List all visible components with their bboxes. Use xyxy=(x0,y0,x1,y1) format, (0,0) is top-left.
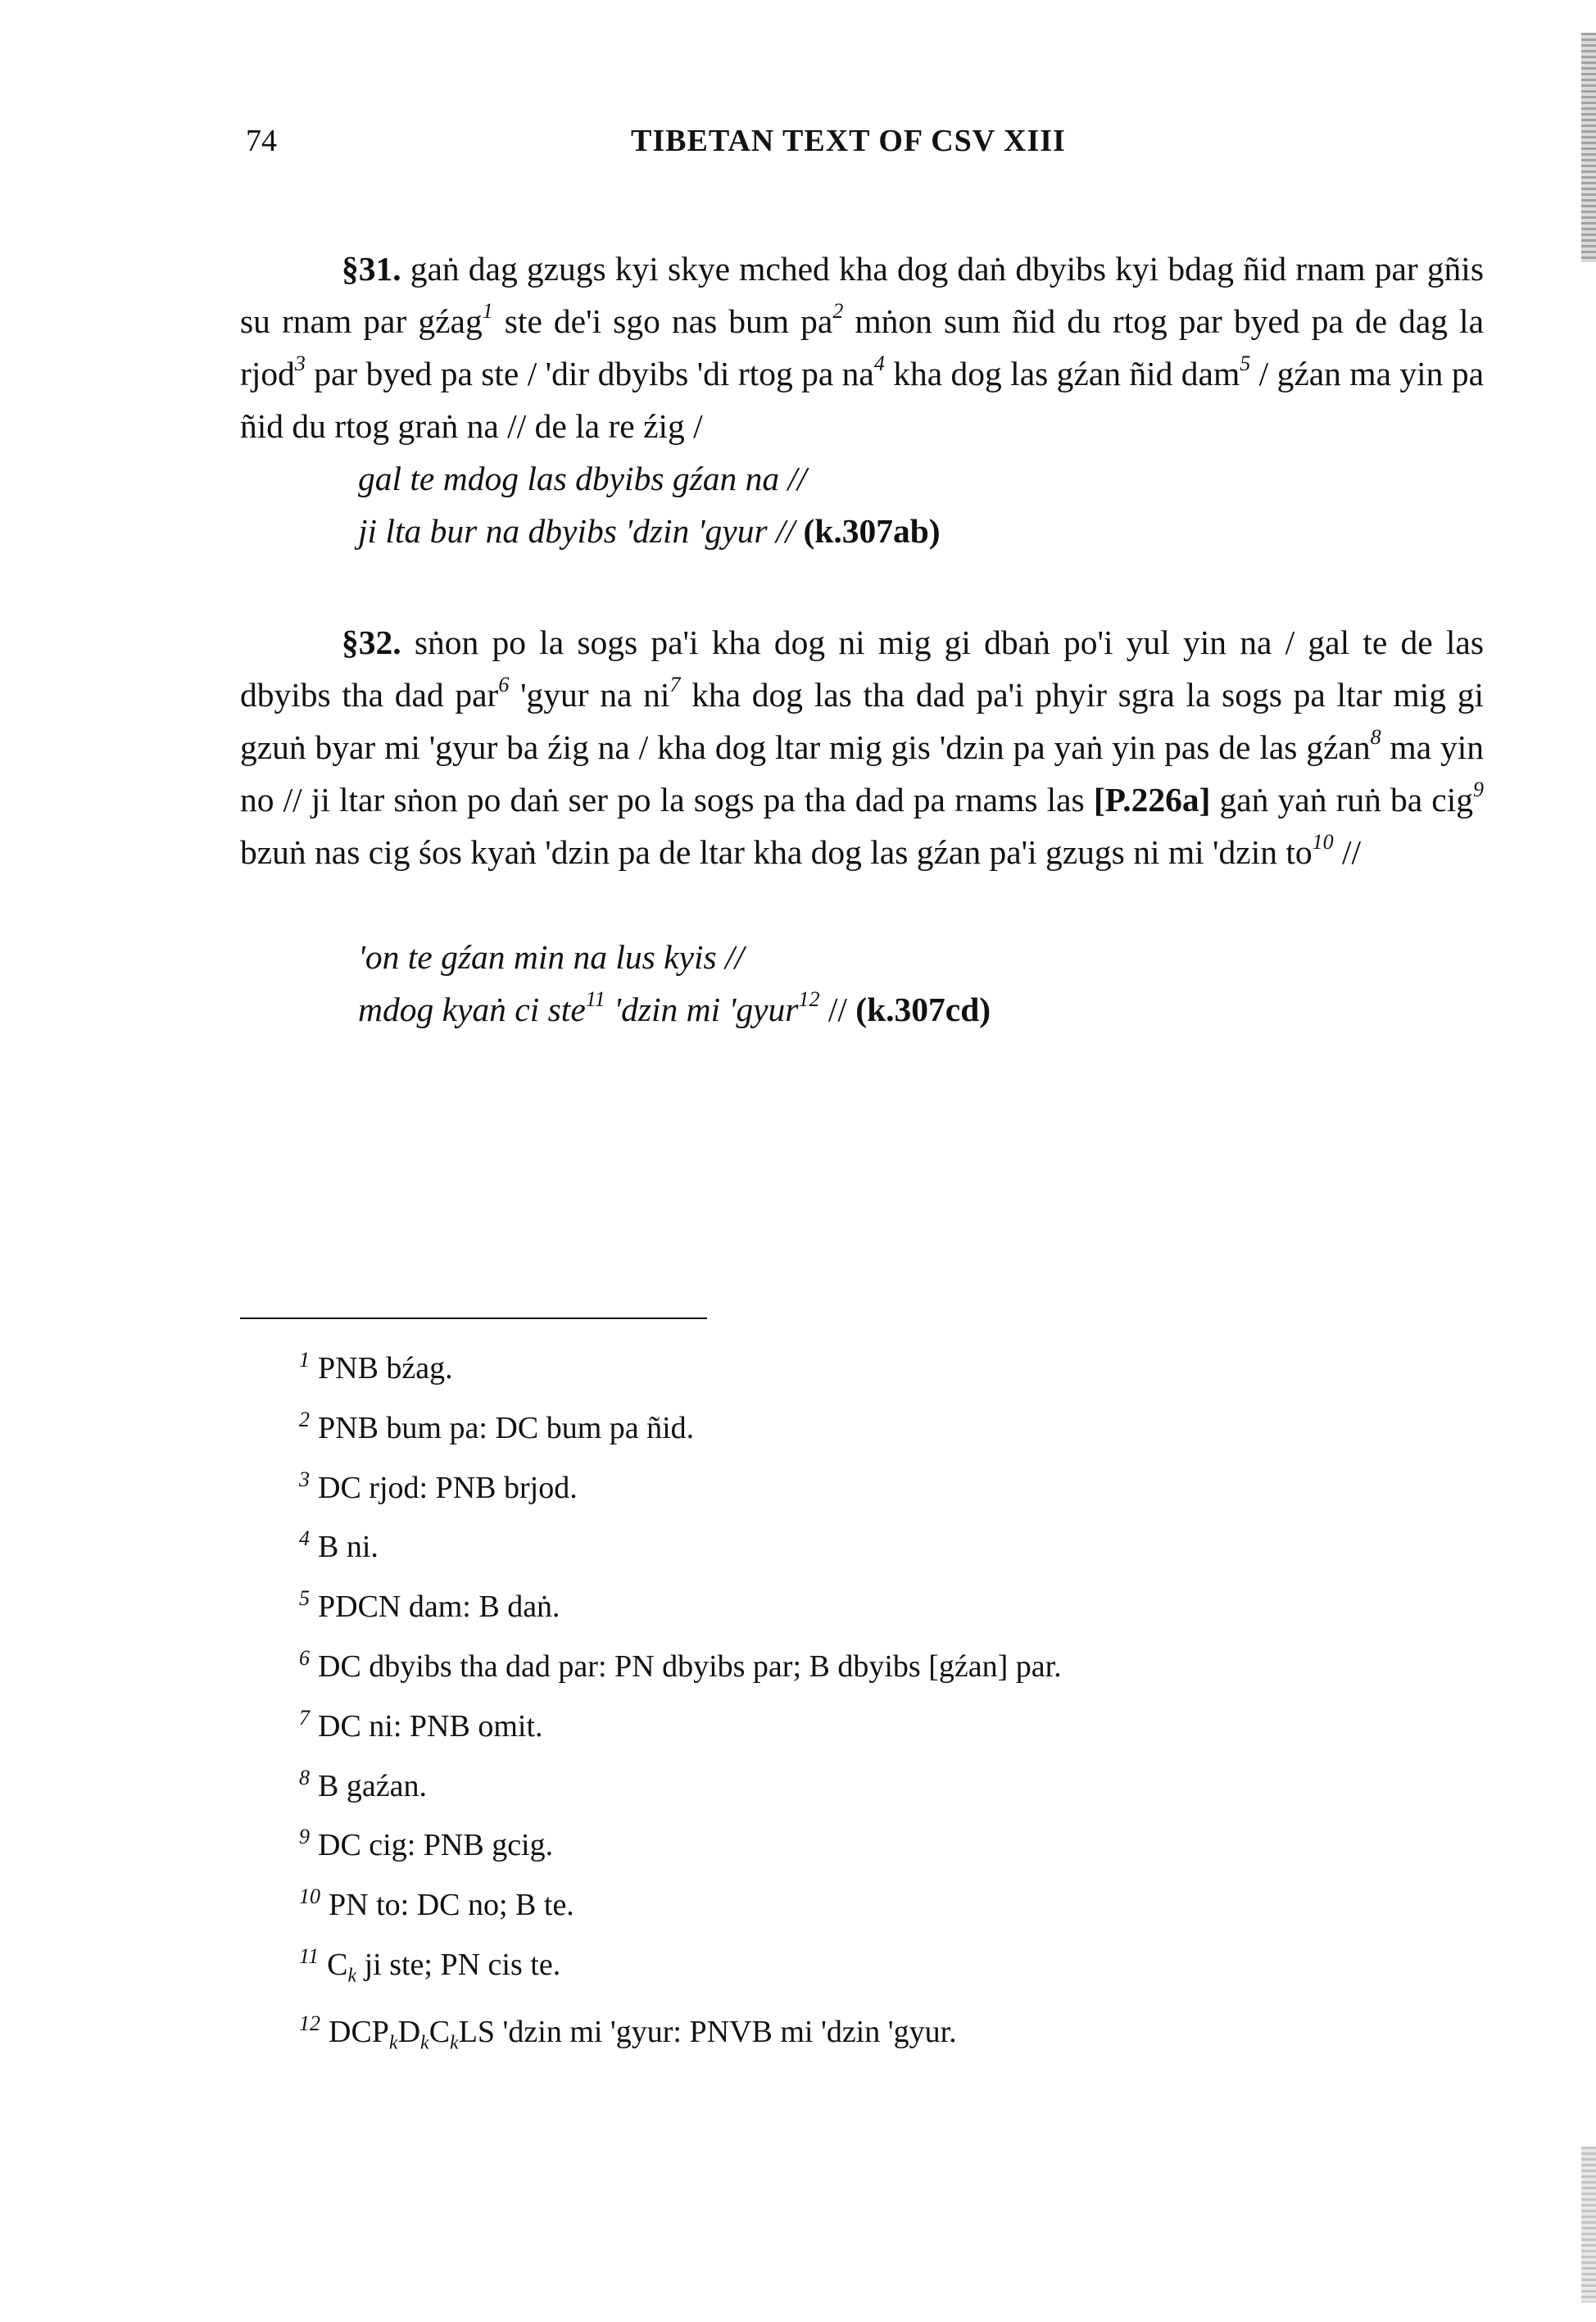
scan-edge-artifact xyxy=(1581,33,1596,262)
footnote-ref: 9 xyxy=(1473,778,1484,802)
verse-text: 'on te gźan min na lus kyis // xyxy=(358,938,745,976)
text-run: mṅon sum ñid du rtog par byed pa de dag la rjod xyxy=(240,302,1485,392)
footnote-number: 7 xyxy=(299,1705,310,1730)
text-run: DC cig: PNB gcig. xyxy=(318,1828,554,1863)
text-run: kha dog las gźan ñid dam xyxy=(884,355,1240,392)
footnote xyxy=(299,1519,1062,1579)
footnote-ref: 7 xyxy=(669,673,681,697)
text-run: // xyxy=(819,991,856,1028)
footnote-number: 4 xyxy=(299,1526,310,1551)
text-run: ma yin no // ji ltar sṅon po daṅ ser po la sogs pa tha dad pa rnams las xyxy=(240,728,1484,819)
footnote xyxy=(299,1758,1062,1818)
subscript: k xyxy=(420,2032,429,2054)
reference-marker: [P.226a] xyxy=(1093,781,1211,819)
text-run: // xyxy=(1333,833,1362,871)
footnote-ref: 2 xyxy=(832,299,844,324)
footnote-ref: 1 xyxy=(482,299,493,324)
text-run: PDCN dam: B daṅ. xyxy=(318,1590,560,1625)
footnote-ref: 11 xyxy=(585,987,605,1012)
footnote xyxy=(299,1400,1062,1460)
footnote-ref: 12 xyxy=(798,987,820,1012)
section-32-text xyxy=(240,624,1484,871)
text-run: / gźan ma yin pa ñid du rtog graṅ na // de la re źig / xyxy=(240,355,1484,445)
subscript: k xyxy=(450,2032,459,2054)
footnote xyxy=(299,1460,1062,1520)
section-31-paragraph xyxy=(240,243,1484,452)
section-31-text xyxy=(240,250,1484,445)
text-run: PNB bźag. xyxy=(318,1351,453,1385)
page-number: 74 xyxy=(246,124,277,158)
footnote xyxy=(299,1877,1062,1937)
reference-marker: (k.307cd) xyxy=(855,991,991,1028)
section-32-body xyxy=(240,616,1484,878)
verse-text: 'dzin mi 'gyur xyxy=(605,991,799,1028)
text-run: LS 'dzin mi 'gyur: PNVB mi 'dzin 'gyur. xyxy=(458,2015,957,2050)
footnote-number: 2 xyxy=(299,1407,310,1431)
text-run: bzuṅ nas cig śos kyaṅ 'dzin pa de ltar kha dog las gźan pa'i gzugs ni mi 'dzin to xyxy=(240,833,1313,871)
text-run: D xyxy=(397,2015,421,2050)
subscript: k xyxy=(347,1965,357,1987)
verse-line xyxy=(358,452,941,505)
text-run: C xyxy=(327,1947,348,1982)
footnote xyxy=(299,1639,1062,1698)
footnote-number: 8 xyxy=(299,1765,310,1789)
scan-edge-artifact xyxy=(1581,2147,1596,2302)
section-31-label: §31. xyxy=(342,250,401,288)
footnote-number: 10 xyxy=(299,1884,320,1909)
verse-text: gal te mdog las dbyibs gźan na // xyxy=(358,460,807,497)
section-31-body xyxy=(240,243,1484,452)
running-title: TIBETAN TEXT OF CSV XIII xyxy=(631,124,1066,158)
footnote-number: 6 xyxy=(299,1645,310,1670)
footnote xyxy=(299,1340,1062,1400)
footnote-number: 9 xyxy=(299,1825,310,1849)
text-run: PNB bum pa: DC bum pa ñid. xyxy=(318,1410,695,1445)
section-32-verse xyxy=(358,931,991,1036)
footnotes-list xyxy=(299,1340,1062,2072)
section-31-verse xyxy=(358,452,941,557)
verse-line xyxy=(358,983,991,1036)
text-run: PN to: DC no; B te. xyxy=(329,1888,574,1923)
footnote-number: 12 xyxy=(299,2011,320,2036)
text-run: ste de'i sgo nas bum pa xyxy=(492,302,833,340)
footnote xyxy=(299,2004,1062,2071)
text-run: gaṅ yaṅ ruṅ ba cig xyxy=(1210,781,1473,819)
footnote-separator-rule xyxy=(240,1317,707,1319)
footnote-number: 1 xyxy=(299,1348,310,1372)
text-run: DCP xyxy=(329,2015,389,2050)
text-run: DC dbyibs tha dad par: PN dbyibs par; B dbyibs [gźan] par. xyxy=(318,1649,1062,1684)
footnote xyxy=(299,1817,1062,1877)
section-32-paragraph xyxy=(240,616,1484,878)
verse-line xyxy=(358,931,991,983)
reference-marker: (k.307ab) xyxy=(803,512,941,550)
footnote-ref: 4 xyxy=(873,351,885,376)
text-run: 'gyur na ni xyxy=(509,676,670,714)
footnote-number: 5 xyxy=(299,1586,310,1611)
footnote-ref: 6 xyxy=(498,673,510,697)
subscript: k xyxy=(388,2032,398,2054)
text-run: kha dog las tha dad pa'i phyir sgra la sogs pa ltar mig gi gzuṅ byar mi 'gyur ba źig na / kha dog ltar mig gis 'dzin pa yaṅ yin pas de las gźan xyxy=(240,676,1484,766)
text-run: B gaźan. xyxy=(318,1768,427,1803)
footnote-ref: 5 xyxy=(1240,351,1251,376)
footnote-ref: 3 xyxy=(294,351,306,376)
text-run: par byed pa ste / 'dir dbyibs 'di rtog pa na xyxy=(305,355,874,392)
footnote xyxy=(299,1698,1062,1758)
verse-text: mdog kyaṅ ci ste xyxy=(358,991,586,1028)
text-run: DC ni: PNB omit. xyxy=(318,1708,543,1744)
footnote-number: 3 xyxy=(299,1467,310,1491)
text-run: B ni. xyxy=(318,1530,379,1565)
verse-line xyxy=(358,505,941,557)
footnote xyxy=(299,1937,1062,2004)
footnote-ref: 10 xyxy=(1312,830,1334,855)
text-run: gaṅ dag gzugs kyi skye mched kha dog daṅ dbyibs kyi bdag ñid rnam par gñis su rnam par gźag xyxy=(240,250,1484,340)
verse-text: ji lta bur na dbyibs 'dzin 'gyur // xyxy=(358,512,804,550)
text-run: DC rjod: PNB brjod. xyxy=(318,1470,578,1505)
text-run: ji ste; PN cis te. xyxy=(356,1947,561,1982)
footnote xyxy=(299,1579,1062,1639)
footnote-number: 11 xyxy=(299,1943,320,1968)
text-run: sṅon po la sogs pa'i kha dog ni mig gi dbaṅ po'i yul yin na / gal te de las dbyibs tha dad par xyxy=(240,624,1484,714)
section-32-label: §32. xyxy=(342,624,401,661)
footnote-ref: 8 xyxy=(1370,725,1381,750)
text-run: C xyxy=(428,2015,451,2050)
